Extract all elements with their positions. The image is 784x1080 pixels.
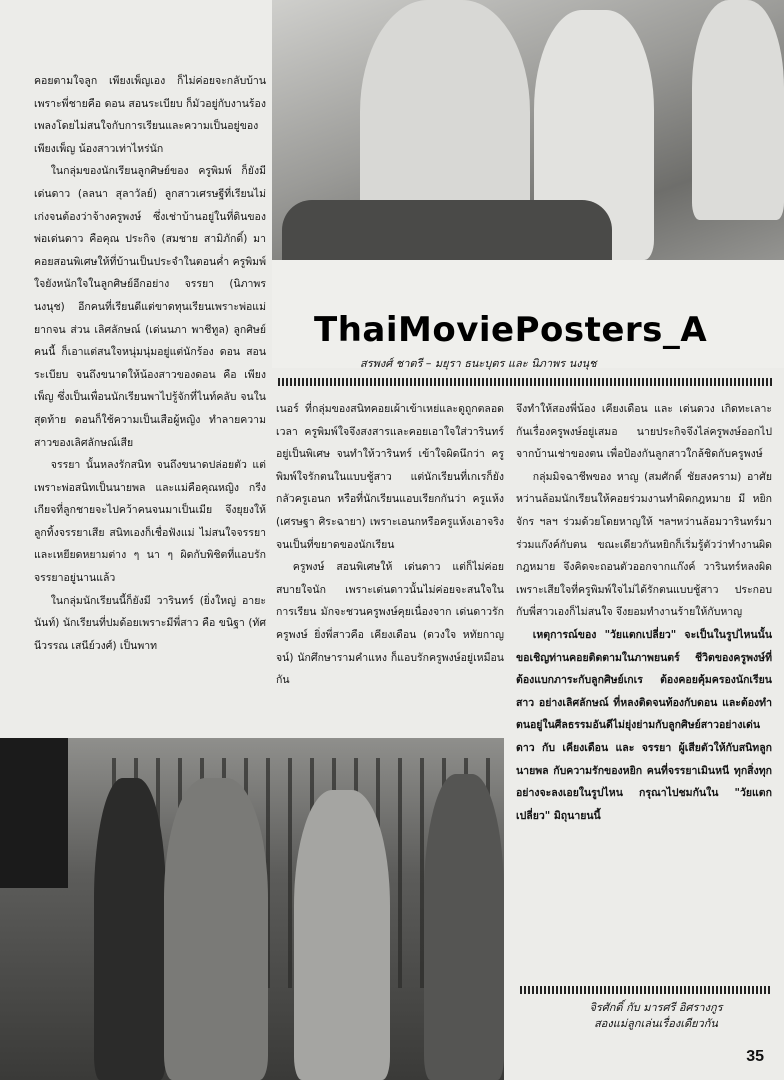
bottom-caption-line: จิรศักดิ์ กับ มารศรี อิศรางกูร: [589, 1001, 723, 1014]
right-column: [516, 398, 772, 827]
right-paragraph: กลุ่มมิจฉาชีพของ หาญ (สมศักดิ์ ชัยสงคราม) อาศัยหว่านล้อมนักเรียนให้คอยร่วมงานทำผิดกฎหมาย มี หยิก จักร ฯลฯ ร่วมด้วยโดยหาญให้ ฯลฯหว่านล้อมวารินทร์มาร่วมแก๊งค์กับตน ขณะเดียวกันหยิกก็เริ่มรู้ตัวว่าทำงานผิดกฎหมาย จึงคิดจะถอนตัวออกจากแก๊งค์ วารินทร์หลงผิดเพราะเสียใจที่ครูพิมพ์ใจไม่ได้รักตนแบบชู้สาว ประกอบกับพี่สาวเองก็ไม่สนใจ จึงยอมทำงานร้ายให้กับหาญ: [516, 470, 772, 619]
left-paragraph: ในกลุ่มของนักเรียนลูกศิษย์ของ ครูพิมพ์ ก็ยังมี เด่นดาว (ลลนา สุลาวัลย์) ลูกสาวเศรษฐีที่เรียนไม่เก่งจนต้องว่าจ้างครูพงษ์ ซึ่งเช่าบ้านอยู่ในที่ดินของพ่อเด่นดาว คือคุณ ประกิจ (สมชาย สามิภักดิ์) มาคอยสอนพิเศษให้ที่บ้านเป็นประจำในตอนค่ำ ครูพิมพ์ใจยังหนักใจในลูกศิษย์อีกอย่าง จรรยา (นิภาพร นงนุช) อีกคนที่เรียนดีแต่ขาดทุนเรียนเพราะพ่อแม่ยากจน ส่วน เลิศลักษณ์ (เด่นนภา พาชีทูล) ลูกศิษย์คนนี้ ก็เอาแต่สนใจหนุ่มนุ่มอยู่แต่นักร้อง ดอน สอนระเบียบ จนถึงขนาดให้น้องสาวของดอน คือ เพียงเพ็ญ ซึ่งเป็นเพื่อนนักเรียนพาไปรู้จักที่ไนท์คลับ จนในสุดท้าย ดอนก็ใช้ความเป็นเสือผู้หญิง ทำลายความสาวของเลิศลักษณ์เสีย: [34, 165, 266, 449]
right-paragraph: เหตุการณ์ของ "วัยแตกเปลี่ยว" จะเป็นในรูปไหนนั้นขอเชิญท่านคอยติดตามในภาพยนตร์ ชีวิตของครูพงษ์ที่ต้องแบกภาระกับลูกศิษย์เกเร ต้องคอยคุ้มครองนักเรียนสาว อย่างเลิศลักษณ์ ที่หลงติดจนท้องกับดอน และต้องทำตนอยู่ในศีลธรรมอันดีไม่ยุ่งย่ามกับลูกศิษย์สาวอย่างเด่นดาว กับ เคียงเดือน และ จรรยา ผู้เสียตัวให้กับสนิทลูกนายพล กับความรักของหยิก คนที่จรรยาเมินหนี ทุกสิ่งทุกอย่างจะลงเอยในรูปไหน กรุณาไปชมกันใน "วัยแตกเปลี่ยว" มิถุนายนนี้: [516, 628, 772, 822]
left-column: [34, 70, 266, 657]
middle-paragraph: ครูพงษ์ สอนพิเศษให้ เด่นดาว แต่ก็ไม่ค่อยสบายใจนัก เพราะเด่นดาวนั้นไม่ค่อยจะสนใจในการเรียน มักจะชวนครูพงษ์คุยเนื่องจาก เด่นดาวรักครูพงษ์ ยิ่งพี่สาวคือ เคียงเดือน (ดวงใจ หทัยกาญจน์) นักศึกษารามคำแหง ก็แอบรักครูพงษ์อยู่เหมือนกัน: [276, 561, 504, 687]
middle-column: [276, 398, 504, 692]
page-number: 35: [746, 1048, 764, 1065]
mother-figure: [294, 790, 390, 1080]
section-divider: [278, 378, 772, 386]
watermark: ThaiMoviePosters_A: [314, 310, 708, 350]
left-paragraph: คอยตามใจลูก เพียงเพ็ญเอง ก็ไม่ค่อยจะกลับบ้านเพราะพี่ชายคือ ดอน สอนระเบียบ ก็มัวอยู่กับงานร้องเพลงโดยไม่สนใจกับการเรียนและความเป็นอยู่ของเพียงเพ็ญ น้องสาวเท่าไหร่นัก: [34, 75, 266, 155]
bottom-photo-caption: [540, 1000, 772, 1032]
bottom-caption-line: สองแม่ลูกเล่นเรื่องเดียวกัน: [594, 1017, 718, 1030]
officer-right-figure: [424, 774, 504, 1080]
left-paragraph: จรรยา นั้นหลงรักสนิท จนถึงขนาดปล่อยตัว แต่เพราะพ่อสนิทเป็นนายพล และแม่คือคุณหญิง กรีงเกียจที่ลูกชายจะไปคว้าคนจนมาเป็นเมีย จึงยุยงให้ลูกทิ้งจรรยาเสีย สนิทเองก็เชื่อฟังแม่ ไม่สนใจจรรยา และเหยียดหยามต่าง ๆ นา ๆ ผิดกับพิชิตที่แอบรักจรรยาอยู่นานแล้ว: [34, 459, 266, 585]
middle-paragraph: เนอร์ ที่กลุ่มของสนิทคอยเผ้าเข้าเหย่และดูถูกตลอดเวลา ครูพิมพ์ใจจึงสงสารและคอยเอาใจใส่วารินทร์อยู่เป็นพิเศษ จนทำให้วารินทร์ เข้าใจผิดนึกว่า ครูพิมพ์ใจรักตนในแบบชู้สาว แต่นักเรียนที่เกเรก็ยังกลัวครูเอนก หรือที่นักเรียนแอบเรียกกันว่า ครูแห้ง (เศรษฐา ศิระฉายา) เพราะเอนกหรือครูแห้งเอาจริงจนเป็นที่ขยาดของนักเรียน: [276, 403, 504, 551]
right-paragraph: จึงทำให้สองพี่น้อง เคียงเดือน และ เด่นดวง เกิดทะเลาะกันเรื่องครูพงษ์อยู่เสมอ นายประกิจจึงไล่ครูพงษ์ออกไปจากบ้านเช่าของตน เพื่อป้องกันลูกสาวใกล้ชิดกับครูพงษ์: [516, 403, 772, 461]
blackboard: [0, 738, 68, 888]
bottom-photo: [0, 738, 504, 1080]
left-paragraph: ในกลุ่มนักเรียนนี้ก็ยังมี วารินทร์ (ยิ่งใหญ่ อายะนันท์) นักเรียนที่ปมด้อยเพราะมีพี่สาว คือ ขนิฐา (ทัศนีวรรณ เสนีย์วงศ์) เป็นพาท: [34, 594, 266, 652]
police-officer-figure: [94, 778, 166, 1080]
caption-divider: [520, 986, 772, 994]
young-man-figure: [164, 778, 268, 1080]
girl-right-figure: [692, 0, 784, 220]
top-photo-caption: สรพงศ์ ชาตรี – มยุรา ธนะบุตร และ นิภาพร นงนุช: [360, 357, 597, 370]
